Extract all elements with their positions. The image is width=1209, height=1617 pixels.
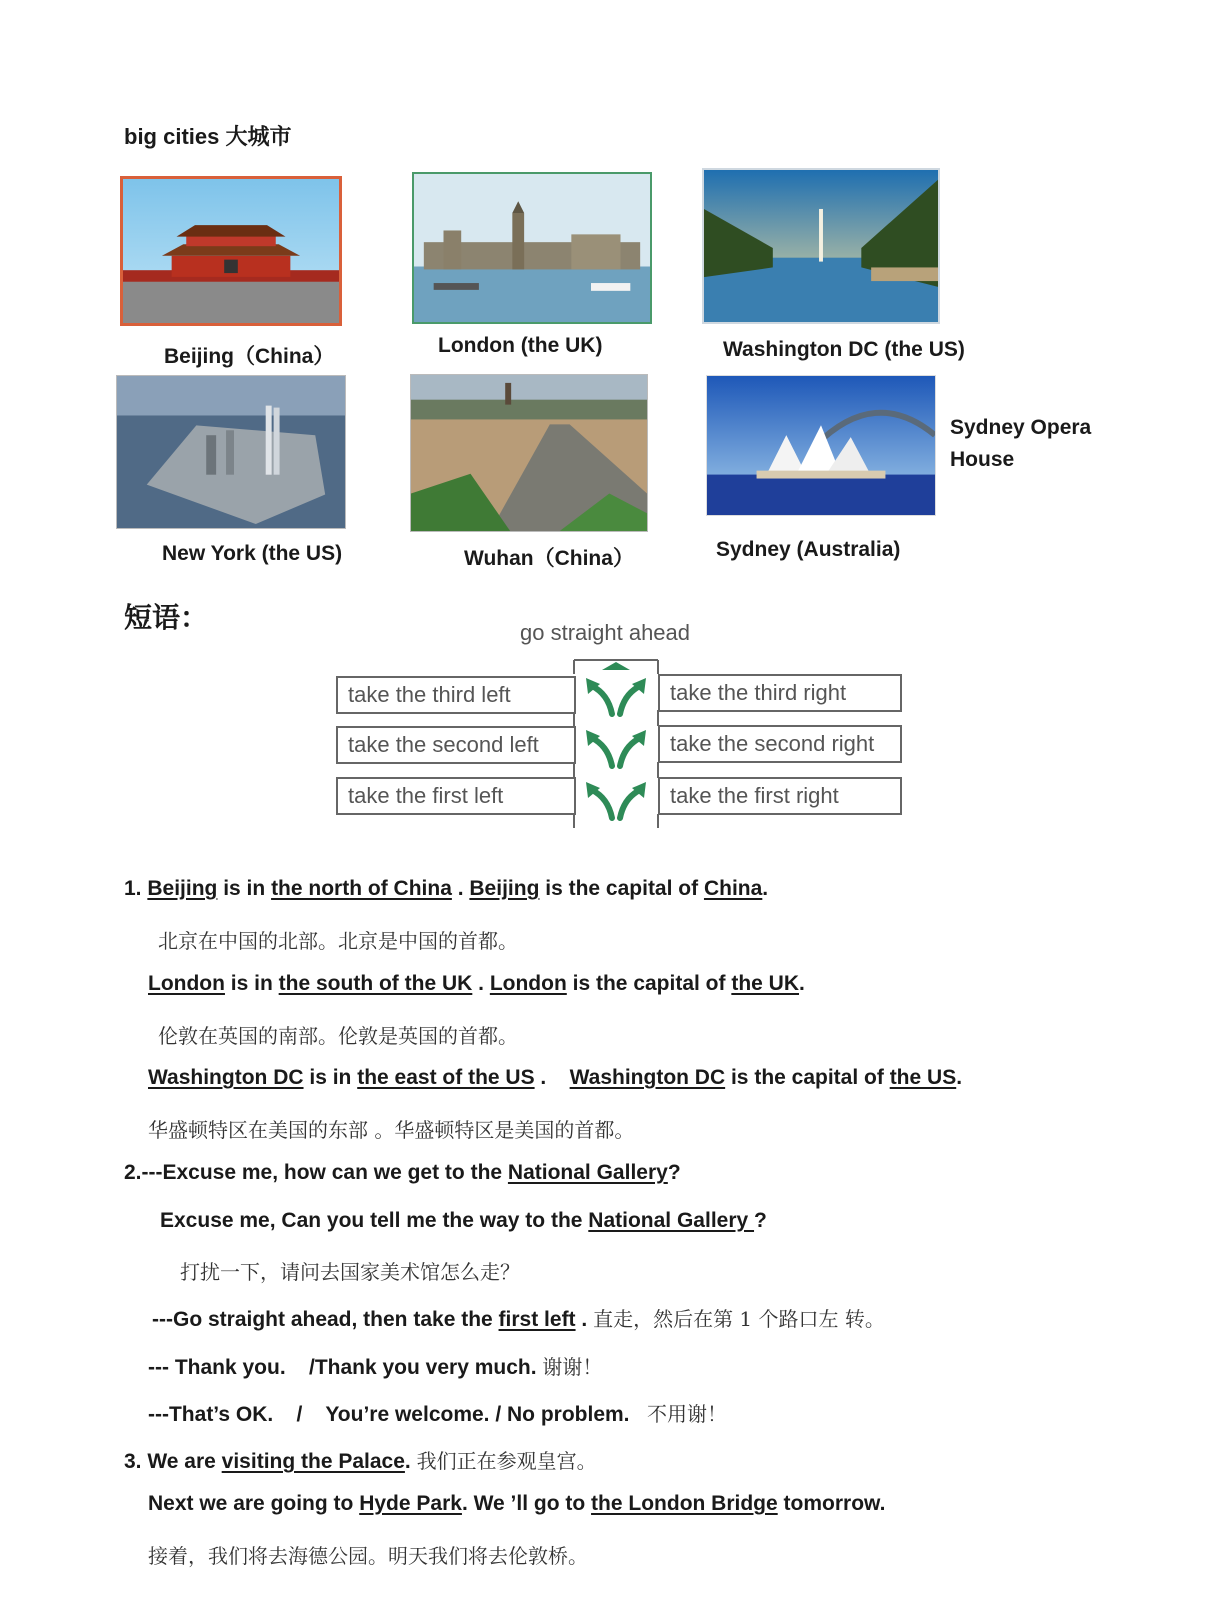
third-left-arrow-icon bbox=[592, 686, 612, 714]
sentence-3-en: 3. We are visiting the Palace. 我们正在参观皇宫。 bbox=[124, 1449, 597, 1473]
sentence-1-zh: 北京在中国的北部。北京是中国的首都。 bbox=[158, 929, 518, 953]
straight-arrow-icon bbox=[602, 662, 630, 670]
sentence-london-zh: 伦敦在英国的南部。伦敦是英国的首都。 bbox=[158, 1024, 518, 1048]
sentence-2-zh: 打扰一下，请问去国家美术馆怎么走？ bbox=[180, 1260, 520, 1284]
beijing-photo bbox=[120, 176, 342, 326]
second-right-arrow-icon bbox=[620, 738, 640, 766]
sentence-2-answer: ---Go straight ahead, then take the first left . 直走，然后在第 1 个路口左 转。 bbox=[152, 1307, 885, 1331]
sydney-photo bbox=[706, 375, 936, 516]
phrase-third-left: take the third left bbox=[336, 676, 576, 714]
sentence-london-en: London is in the south of the UK . London is the capital of the UK. bbox=[148, 972, 805, 995]
london-photo bbox=[412, 172, 652, 324]
phrase-first-right: take the first right bbox=[658, 777, 902, 815]
side-label-line2: House bbox=[950, 448, 1015, 471]
sentence-2-reply: ---That’s OK. / You’re welcome. / No problem. 不用谢！ bbox=[148, 1402, 728, 1426]
sentence-washington-en: Washington DC is in the east of the US . Washington DC is the capital of the US. bbox=[148, 1066, 963, 1089]
sentence-2-alt-question: Excuse me, Can you tell me the way to the National Gallery ? bbox=[160, 1209, 767, 1232]
caption-beijing: Beijing（China） bbox=[164, 345, 335, 368]
side-label-line1: Sydney Opera bbox=[950, 416, 1092, 439]
sentence-3-zh: 接着，我们将去海德公园。明天我们将去伦敦桥。 bbox=[148, 1544, 588, 1568]
section-title-big-cities: big cities 大城市 bbox=[124, 124, 292, 149]
go-straight-label: go straight ahead bbox=[520, 620, 691, 645]
caption-london: London (the UK) bbox=[438, 334, 603, 357]
sentence-2-thanks: --- Thank you. /Thank you very much. 谢谢！ bbox=[148, 1355, 603, 1379]
phrase-second-right: take the second right bbox=[658, 725, 902, 763]
wuhan-photo bbox=[410, 374, 648, 532]
washington-photo bbox=[702, 168, 940, 324]
first-left-arrow-icon bbox=[592, 790, 612, 818]
caption-new-york: New York (the US) bbox=[162, 542, 343, 565]
sentence-washington-zh: 华盛顿特区在美国的东部 。华盛顿特区是美国的首都。 bbox=[148, 1118, 635, 1142]
third-right-arrow-icon bbox=[620, 686, 640, 714]
caption-washington: Washington DC (the US) bbox=[723, 338, 965, 361]
sentence-3-next: Next we are going to Hyde Park. We ’ll go to the London Bridge tomorrow. bbox=[148, 1492, 886, 1515]
caption-sydney: Sydney (Australia) bbox=[716, 538, 901, 561]
second-left-arrow-icon bbox=[592, 738, 612, 766]
section-title-phrases: 短语： bbox=[124, 601, 209, 634]
phrase-first-left: take the first left bbox=[336, 777, 576, 815]
new-york-photo bbox=[116, 375, 346, 529]
first-right-arrow-icon bbox=[620, 790, 640, 818]
phrase-third-right: take the third right bbox=[658, 674, 902, 712]
phrase-second-left: take the second left bbox=[336, 726, 576, 764]
sentence-2-question: 2.---Excuse me, how can we get to the National Gallery? bbox=[124, 1161, 681, 1184]
caption-wuhan: Wuhan（China） bbox=[464, 547, 634, 570]
sentence-1-en: 1. Beijing is in the north of China . Beijing is the capital of China. bbox=[124, 877, 769, 900]
